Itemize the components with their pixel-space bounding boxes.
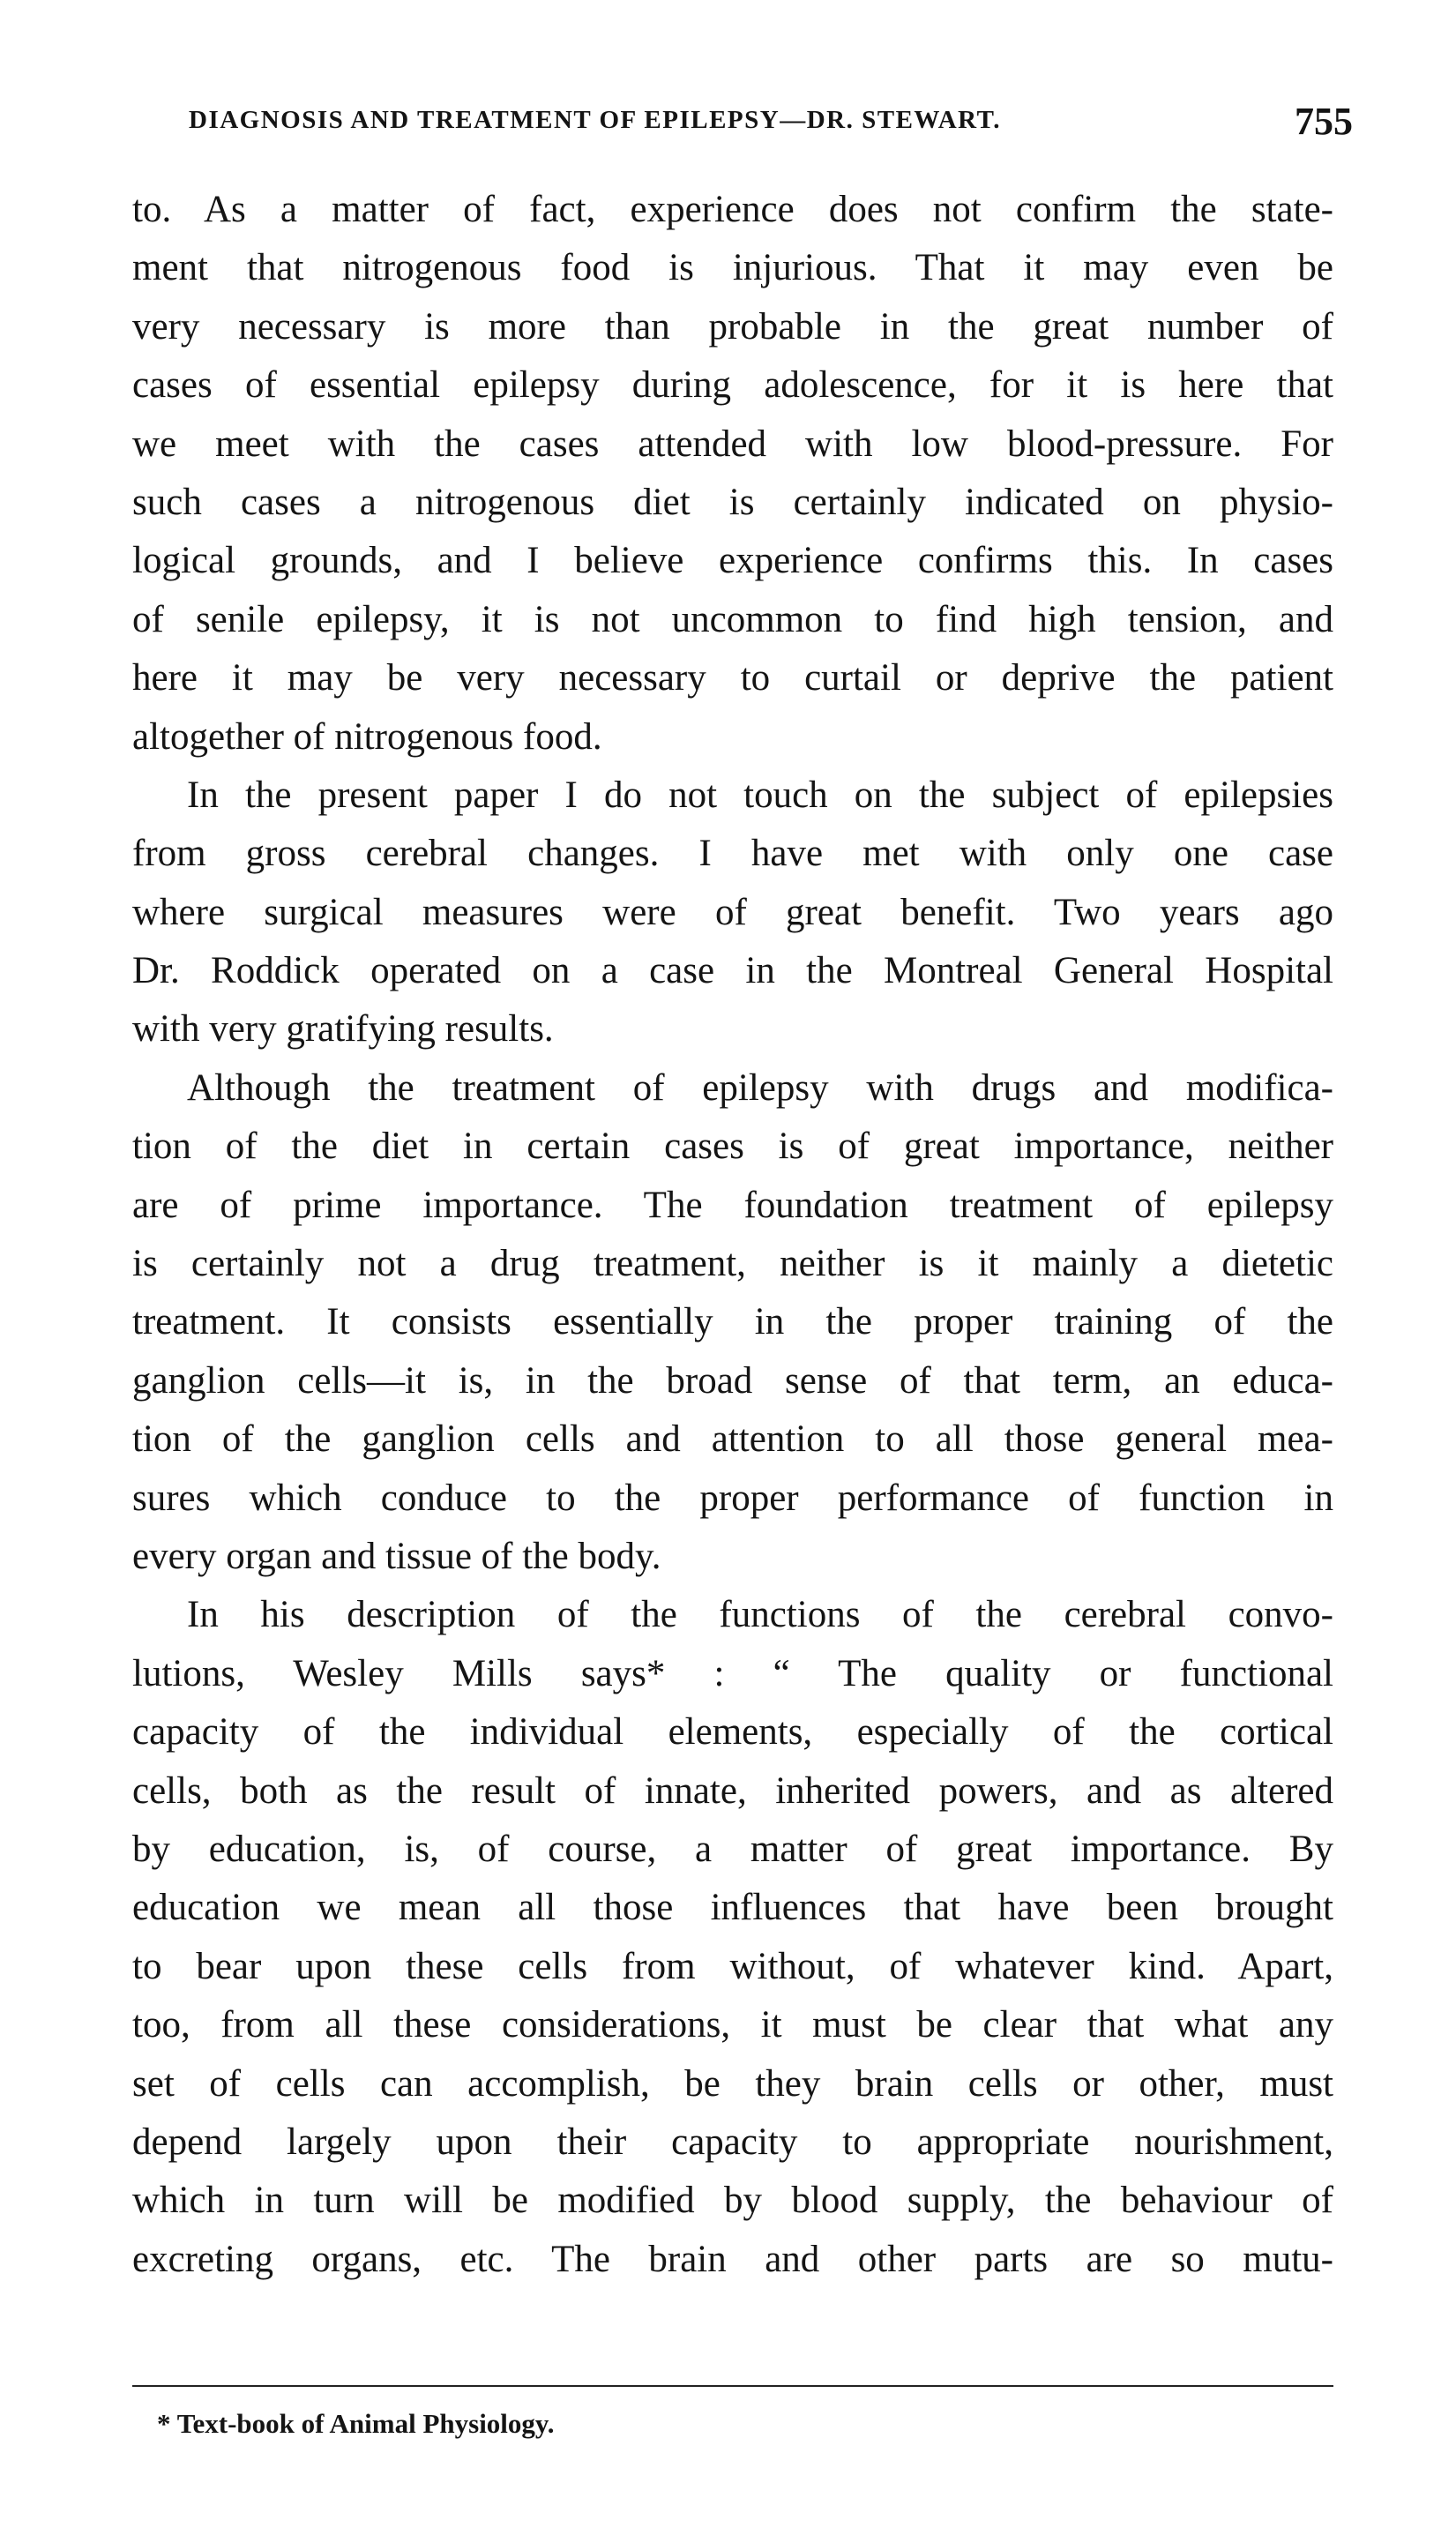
footnote-rule <box>132 2385 1333 2387</box>
footnote: * Text-book of Animal Physiology. <box>157 2408 555 2439</box>
text-line: is certainly not a drug treatment, neither is it mainly a dietetic <box>132 1243 1333 1285</box>
text-line: Although the treatment of epilepsy with drugs and modifica- <box>187 1066 1333 1109</box>
text-line: capacity of the individual elements, especially of the cortical <box>132 1711 1333 1754</box>
running-head <box>189 99 1353 152</box>
text-line: here it may be very necessary to curtail or deprive the patient <box>132 657 1333 699</box>
text-line: where surgical measures were of great benefit. Two years ago <box>132 891 1333 933</box>
text-line: In his description of the functions of the cerebral convo- <box>187 1594 1333 1636</box>
text-line: treatment. It consists essentially in the proper training of the <box>132 1301 1333 1343</box>
text-line: by education, is, of course, a matter of great importance. By <box>132 1828 1333 1870</box>
text-line: lutions, Wesley Mills says* : “ The quality or functional <box>132 1652 1333 1694</box>
text-line: which in turn will be modified by blood supply, the behaviour of <box>132 2180 1333 2222</box>
text-line: Dr. Roddick operated on a case in the Montreal General Hospital <box>132 950 1333 992</box>
running-title: DIAGNOSIS AND TREATMENT OF EPILEPSY—DR. STEWART. <box>189 106 1002 134</box>
text-line: every organ and tissue of the body. <box>132 1535 661 1577</box>
text-line: to. As a matter of fact, experience does not confirm the state- <box>132 189 1333 230</box>
text-line: to bear upon these cells from without, of whatever kind. Apart, <box>132 1945 1333 1987</box>
text-line: very necessary is more than probable in the great number of <box>132 305 1333 348</box>
text-line: of senile epilepsy, it is not uncommon to find high tension, and <box>132 598 1333 640</box>
text-line: set of cells can accomplish, be they brain cells or other, must <box>132 2062 1333 2105</box>
text-line: education we mean all those influences that have been brought <box>132 1887 1333 1929</box>
text-line: tion of the ganglion cells and attention to all those general mea- <box>132 1418 1333 1461</box>
text-line: such cases a nitrogenous diet is certainly indicated on physio- <box>132 481 1333 523</box>
text-line: cells, both as the result of innate, inherited powers, and as altered <box>132 1769 1333 1812</box>
text-line: In the present paper I do not touch on the subject of epilepsies <box>187 774 1333 816</box>
text-line: excreting organs, etc. The brain and other parts are so mutu- <box>132 2238 1333 2280</box>
text-line: are of prime importance. The foundation treatment of epilepsy <box>132 1184 1333 1226</box>
text-line: tion of the diet in certain cases is of great importance, neither <box>132 1126 1333 1168</box>
text-line: we meet with the cases attended with low blood-pressure. For <box>132 423 1333 465</box>
text-line: with very gratifying results. <box>132 1008 554 1051</box>
page-number: 755 <box>1295 100 1353 143</box>
text-line: depend largely upon their capacity to appropriate nourishment, <box>132 2120 1333 2163</box>
text-line: ganglion cells—it is, in the broad sense of that term, an educa- <box>132 1359 1333 1402</box>
text-line: logical grounds, and I believe experience confirms this. In cases <box>132 540 1333 582</box>
text-line: too, from all these considerations, it must be clear that what any <box>132 2004 1333 2046</box>
body-text <box>132 181 1333 2289</box>
text-line: from gross cerebral changes. I have met with only one case <box>132 833 1333 875</box>
text-line: ment that nitrogenous food is injurious. That it may even be <box>132 247 1333 289</box>
text-line: cases of essential epilepsy during adolescence, for it is here that <box>132 364 1333 407</box>
text-line: altogether of nitrogenous food. <box>132 715 602 758</box>
text-line: sures which conduce to the proper performance of function in <box>132 1477 1333 1519</box>
